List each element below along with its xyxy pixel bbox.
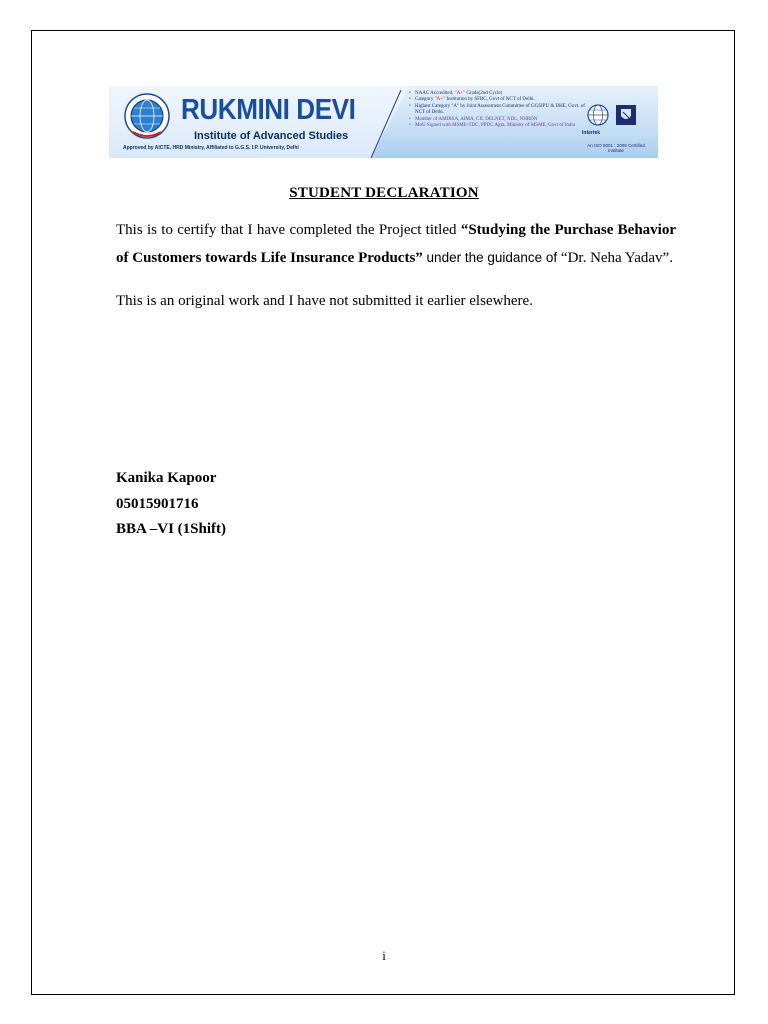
guide-name: “Dr. Neha Yadav”. [560,250,673,266]
accreditation-item: • Category "A+" Institution by SFRC, Govt of NCT of Delhi. [415,97,590,103]
project-title: “Studying the Purchase Behavior of Customers towards Life Insurance Products” [116,222,677,266]
accreditation-item: • MoU Signed with MSME-TDC, PPDC Agra, Ministry of MSME, Govt of India [415,123,590,129]
student-name: Kanika Kapoor [116,470,217,486]
guidance-text: under the guidance of [422,250,561,265]
declaration-paragraph [116,217,676,272]
accreditation-item: • NAAC Accredited, "A+" Grade(2nd Cycle) [415,91,590,97]
accreditation-item: • Highest Category "A" by Joint Assessment Committee of GGSIPU & DHE, Govt. of NCT of Delhi. [415,104,590,117]
page-number: i [382,948,386,963]
iso-certification-text: An ISO 9001 : 2008 Certified Institute [587,143,645,153]
certification-shield-icon [615,104,637,126]
institute-subtitle: Institute of Advanced Studies [194,130,349,142]
intertek-logo-icon [587,104,609,126]
institute-emblem-icon [123,92,171,140]
intro-text: This is to certify that I have completed the Project titled [116,222,461,238]
accreditation-list [408,91,590,129]
approval-line: Approved by AICTE, HRD Ministry, Affiliated to G.G.S. I.P. University, Delhi [123,145,299,151]
accreditation-item: • Member of AMDISA, AIMA, CII, DELNET, NDL, NHRDN [415,117,590,123]
student-course: BBA –VI (1Shift) [116,521,227,537]
institute-banner [109,86,658,158]
page-title: STUDENT DECLARATION [289,185,479,201]
intertek-label: Intertek [582,130,601,136]
institute-name: RUKMINI DEVI [181,94,356,126]
originality-statement: This is an original work and I have not submitted it earlier elsewhere. [116,293,533,309]
student-enrollment: 05015901716 [116,496,199,512]
